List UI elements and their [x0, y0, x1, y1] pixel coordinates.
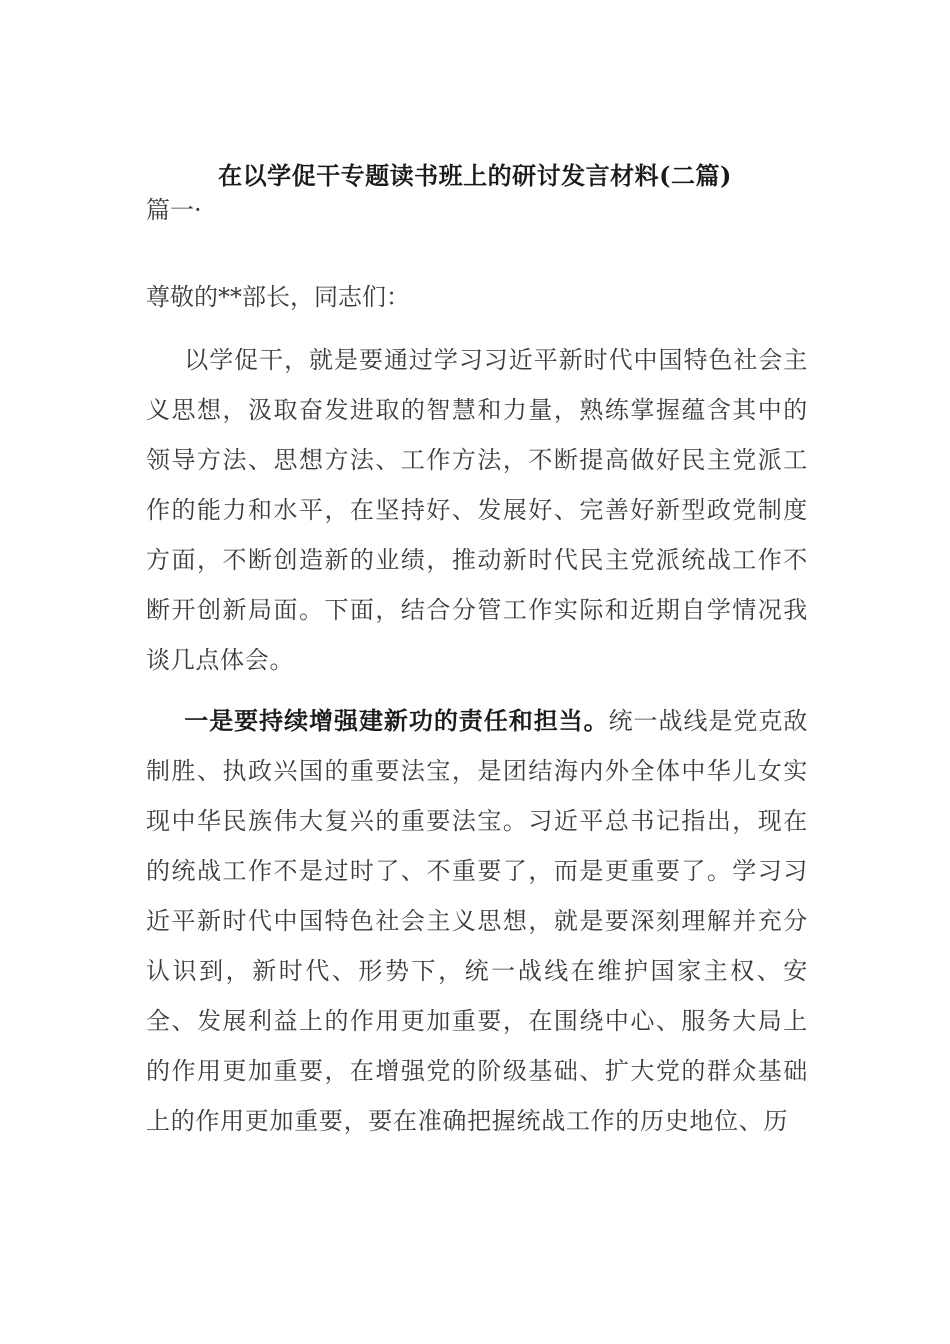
paragraph-point-one: [146, 696, 808, 1146]
document-title: 在以学促干专题读书班上的研讨发言材料(二篇): [218, 161, 732, 190]
paragraph-point-one-body: 统一战线是党克敌制胜、执政兴国的重要法宝，是团结海内外全体中华儿女实现中华民族伟大复兴的重要法宝。习近平总书记指出，现在的统战工作不是过时了、不重要了，而是更重要了。学习习近平新时代中国特色社会主义思想，就是要深刻理解并充分认识到，新时代、形势下，统一战线在维护国家主权、安全、发展利益上的作用更加重要，在围绕中心、服务大局上的作用更加重要，在增强党的阶级基础、扩大党的群众基础上的作用更加重要，要在准确把握统战工作的历史地位、历: [146, 707, 808, 1135]
paragraph-point-one-heading: 一是要持续增强建新功的责任和担当。: [184, 706, 609, 735]
paragraph-intro: [146, 335, 808, 685]
part-label: 篇一·: [146, 196, 202, 224]
salutation: 尊敬的**部长，同志们：: [146, 283, 410, 311]
paragraph-intro-text: 以学促干，就是要通过学习习近平新时代中国特色社会主义思想，汲取奋发进取的智慧和力量，熟练掌握蕴含其中的领导方法、思想方法、工作方法，不断提高做好民主党派工作的能力和水平，在坚持好、发展好、完善好新型政党制度方面，不断创造新的业绩，推动新时代民主党派统战工作不断开创新局面。下面，结合分管工作实际和近期自学情况我谈几点体会。: [146, 346, 808, 674]
